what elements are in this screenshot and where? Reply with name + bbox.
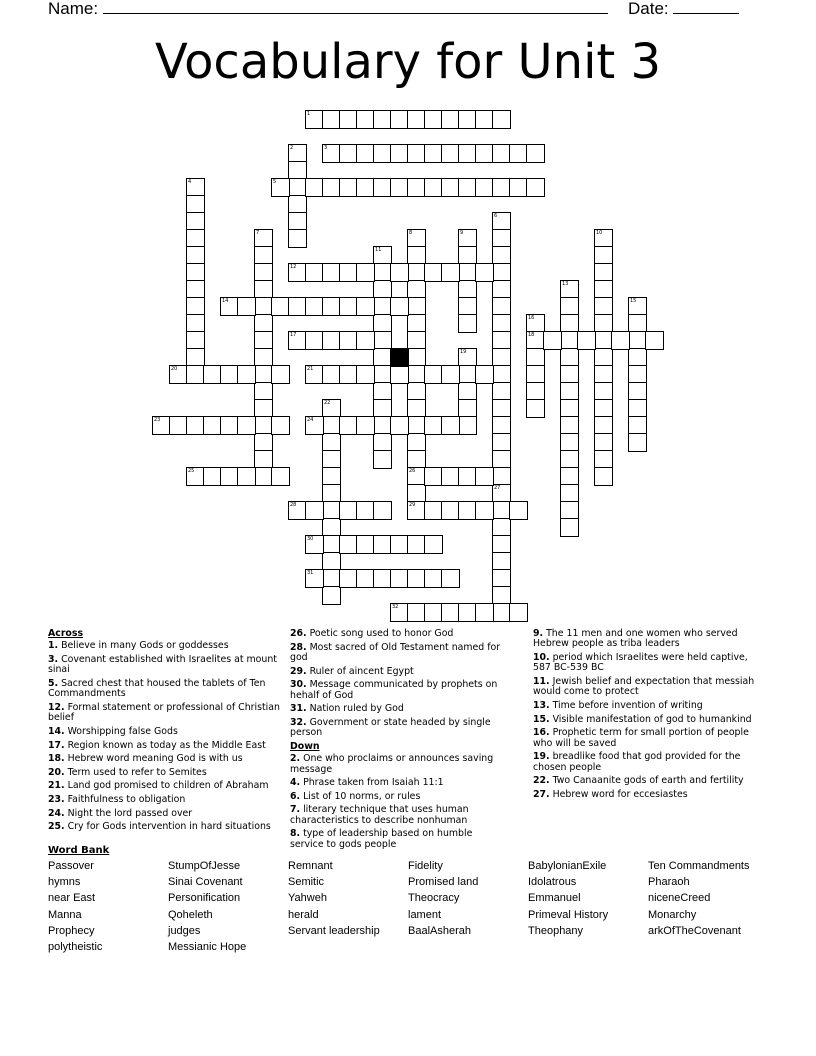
clue: 22. Two Canaanite gods of earth and fertility — [533, 775, 744, 787]
clue-number: 31 — [307, 570, 314, 576]
clue: 3. Covenant established with Israelites at mount sinai — [48, 654, 277, 676]
word-bank-entry: judges — [168, 924, 201, 937]
clue: 23. Faithfulness to obligation — [48, 793, 186, 805]
crossword-cell[interactable] — [475, 467, 494, 486]
crossword-cell[interactable] — [356, 416, 375, 435]
crossword-cell[interactable] — [390, 297, 409, 316]
word-bank-entry: StumpOfJesse — [168, 860, 241, 872]
clue-number: 17 — [290, 332, 297, 338]
page-title: Vocabulary for Unit 3 — [154, 34, 662, 90]
crossword-cell[interactable] — [271, 467, 290, 486]
clue: 14. Worshipping false Gods — [48, 726, 178, 737]
crossword-cell[interactable] — [237, 365, 256, 384]
clue-number: 23 — [154, 417, 161, 423]
crossword-cell[interactable] — [509, 603, 528, 622]
word-bank-entry: Fidelity — [408, 860, 443, 872]
crossword-cell[interactable] — [237, 416, 256, 435]
word-bank-entry: hymns — [48, 876, 81, 889]
crossword-cell[interactable] — [390, 263, 409, 282]
clue: 7. literary technique that uses human characteristics to describe nonhuman — [290, 804, 469, 826]
crossword-cell[interactable] — [475, 501, 494, 520]
clue-number: 10 — [596, 230, 603, 236]
crossword-cell[interactable] — [441, 365, 460, 384]
crossword-cell[interactable] — [577, 331, 596, 350]
clue: 24. Night the lord passed over — [48, 807, 193, 819]
clue: 8. type of leadership based on humble service to gods people — [290, 828, 473, 850]
clue: 19. breadlike food that god provided for the chosen people — [533, 751, 741, 773]
crossword-cell[interactable] — [390, 416, 409, 435]
word-bank-entry: near East — [48, 892, 96, 905]
clue: 11. Jewish belief and expectation that messiah would come to protect — [533, 676, 755, 698]
crossword-cell[interactable] — [509, 501, 528, 520]
clue-number: 24 — [307, 417, 314, 423]
word-bank-entry: Prophecy — [48, 924, 95, 937]
clue-number: 12 — [290, 264, 297, 270]
clue: 13. Time before invention of writing — [533, 700, 703, 711]
clue-number: 3 — [324, 145, 328, 151]
crossword-cell[interactable] — [237, 297, 256, 316]
clue-number: 19 — [460, 349, 467, 355]
crossword-cell[interactable] — [526, 178, 545, 197]
word-bank-entry: Theocracy — [408, 892, 460, 905]
clue: 29. Ruler of aincent Egypt — [290, 665, 414, 677]
word-bank-entry: Messianic Hope — [168, 941, 247, 953]
date-line[interactable] — [673, 0, 739, 14]
word-bank-entry: Yahweh — [288, 892, 327, 905]
word-bank-entry: niceneCreed — [648, 892, 711, 905]
name-label: Name: — [48, 0, 99, 18]
clue-number: 20 — [171, 366, 178, 372]
word-bank-entry: Personification — [168, 892, 241, 905]
crossword-cell[interactable] — [356, 331, 375, 350]
clue-number: 14 — [222, 298, 229, 304]
crossword-cell[interactable] — [628, 433, 647, 452]
date-label: Date: — [628, 0, 669, 18]
clue-number: 13 — [562, 281, 569, 287]
word-bank-entry: Ten Commandments — [648, 860, 750, 872]
crossword-cell[interactable] — [475, 365, 494, 384]
crossword-cell[interactable] — [373, 501, 392, 520]
word-bank-entry: Theophany — [528, 924, 584, 937]
clues-column-1 — [48, 629, 280, 836]
clue: 9. The 11 men and one women who served Hebrew people as triba leaders — [533, 628, 738, 650]
word-bank-entry: arkOfTheCovenant — [648, 924, 741, 937]
clue: 25. Cry for Gods intervention in hard situations — [48, 821, 271, 833]
across-heading: Across — [48, 628, 84, 639]
crossword-cell[interactable] — [356, 365, 375, 384]
clue-number: 18 — [528, 332, 535, 338]
crossword-cell[interactable] — [373, 450, 392, 469]
word-bank-entry: polytheistic — [48, 941, 103, 953]
down-heading: Down — [290, 740, 320, 752]
clue-number: 7 — [256, 230, 260, 236]
clue: 31. Nation ruled by God — [290, 703, 404, 715]
clue-number: 30 — [307, 536, 314, 542]
word-bank-entry: Qoheleth — [168, 908, 213, 921]
crossword-cell[interactable] — [390, 365, 409, 384]
crossword-cell[interactable] — [305, 569, 324, 588]
clue: 18. Hebrew word meaning God is with us — [48, 753, 243, 765]
word-bank-entry: herald — [288, 908, 319, 921]
crossword-cell[interactable] — [458, 314, 477, 333]
crossword-cell[interactable] — [305, 501, 324, 520]
word-bank-entry: BaalAsherah — [408, 924, 471, 937]
crossword-cell[interactable] — [526, 399, 545, 418]
clue-number: 29 — [409, 502, 416, 508]
crossword-cell[interactable] — [611, 331, 630, 350]
clue: 6. List of 10 norms, or rules — [290, 790, 421, 802]
clue: 27. Hebrew word for eccesiastes — [533, 788, 688, 800]
crossword-cell[interactable] — [458, 416, 477, 435]
crossword-cell[interactable] — [237, 467, 256, 486]
clue-number: 11 — [375, 247, 382, 253]
clue-number: 22 — [324, 400, 331, 406]
clue-number: 6 — [494, 213, 498, 219]
clue-number: 28 — [290, 502, 297, 508]
word-bank-entry: Primeval History — [528, 908, 609, 921]
crossword-cell[interactable] — [441, 416, 460, 435]
crossword-cell[interactable] — [271, 365, 290, 384]
word-bank-entry: Remnant — [288, 860, 333, 872]
word-bank-entry: Promised land — [408, 876, 479, 889]
clue-number: 2 — [290, 145, 294, 151]
word-bank-entry: Monarchy — [648, 908, 697, 921]
clues-column-3 — [533, 629, 765, 803]
clue-number: 25 — [188, 468, 195, 474]
crossword-cell[interactable] — [475, 603, 494, 622]
word-bank-entry: Servant leadership — [288, 924, 380, 937]
name-field[interactable] — [48, 0, 608, 19]
crossword-cell[interactable] — [526, 144, 545, 163]
clue: 20. Term used to refer to Semites — [48, 766, 207, 778]
clue: 1. Believe in many Gods or goddesses — [48, 640, 229, 652]
clue: 32. Government or state headed by single person — [290, 716, 491, 739]
clue-number: 9 — [460, 230, 464, 236]
crossword-cell[interactable] — [441, 263, 460, 282]
clue-number: 15 — [630, 298, 637, 304]
clue: 4. Phrase taken from Isaiah 11:1 — [290, 777, 444, 789]
clue: 28. Most sacred of Old Testament named for god — [290, 641, 501, 663]
crossword-cell[interactable] — [475, 263, 494, 282]
clue: 17. Region known as today as the Middle East — [48, 739, 266, 751]
word-bank-entry: Passover — [48, 860, 94, 872]
clue-number: 4 — [188, 179, 192, 185]
crossword-cell[interactable] — [356, 263, 375, 282]
crossword-cell[interactable] — [271, 178, 290, 197]
clue-number: 16 — [528, 315, 535, 321]
clue: 26. Poetic song used to honor God — [290, 628, 454, 639]
clue: 12. Formal statement or professional of Christian belief — [48, 702, 280, 724]
word-bank-entry: Idolatrous — [528, 876, 577, 889]
crossword-cell[interactable] — [560, 518, 579, 537]
crossword-cell[interactable] — [356, 297, 375, 316]
word-bank-entry: Pharaoh — [648, 876, 690, 889]
clue-number: 8 — [409, 230, 413, 236]
clue: 5. Sacred chest that housed the tablets of Ten Commandments — [48, 678, 266, 700]
crossword-cell[interactable] — [645, 331, 664, 350]
black-cell — [390, 348, 409, 367]
clues-column-2 — [290, 629, 508, 853]
clue: 16. Prophetic term for small portion of people who will be saved — [533, 727, 749, 749]
clue: 10. period which Israelites were held captive, 587 BC-539 BC — [533, 652, 748, 674]
clue: 30. Message communicated by prophets on hehalf of God — [290, 679, 498, 701]
word-bank-entry: BabylonianExile — [528, 860, 607, 872]
clue: 21. Land god promised to children of Abraham — [48, 780, 269, 792]
word-bank-entry: Semitic — [288, 876, 325, 889]
clue-number: 32 — [392, 604, 399, 610]
crossword-cell[interactable] — [305, 416, 324, 435]
crossword-cell[interactable] — [305, 535, 324, 554]
crossword-cell[interactable] — [424, 535, 443, 554]
clue-number: 26 — [409, 468, 416, 474]
name-line[interactable] — [103, 0, 608, 14]
crossword-cell[interactable] — [594, 467, 613, 486]
date-field[interactable] — [628, 0, 739, 19]
crossword-cell[interactable] — [271, 416, 290, 435]
clue-number: 1 — [307, 111, 311, 117]
clue-number: 27 — [494, 485, 501, 491]
crossword-cell[interactable] — [322, 586, 341, 605]
word-bank-entry: Emmanuel — [528, 892, 581, 905]
word-bank-entry: Sinai Covenant — [168, 876, 243, 889]
clue: 15. Visible manifestation of god to humankind — [533, 713, 752, 725]
word-bank-title: Word Bank — [48, 845, 110, 856]
clue-number: 5 — [273, 179, 277, 185]
crossword-cell[interactable] — [543, 331, 562, 350]
crossword-cell[interactable] — [492, 110, 511, 129]
crossword-cell[interactable] — [288, 229, 307, 248]
word-bank-entry: lament — [408, 908, 442, 921]
clue-number: 21 — [307, 366, 314, 372]
clue: 2. One who proclaims or announces saving message — [290, 753, 494, 775]
crossword-cell[interactable] — [441, 569, 460, 588]
word-bank-entry: Manna — [48, 908, 82, 921]
